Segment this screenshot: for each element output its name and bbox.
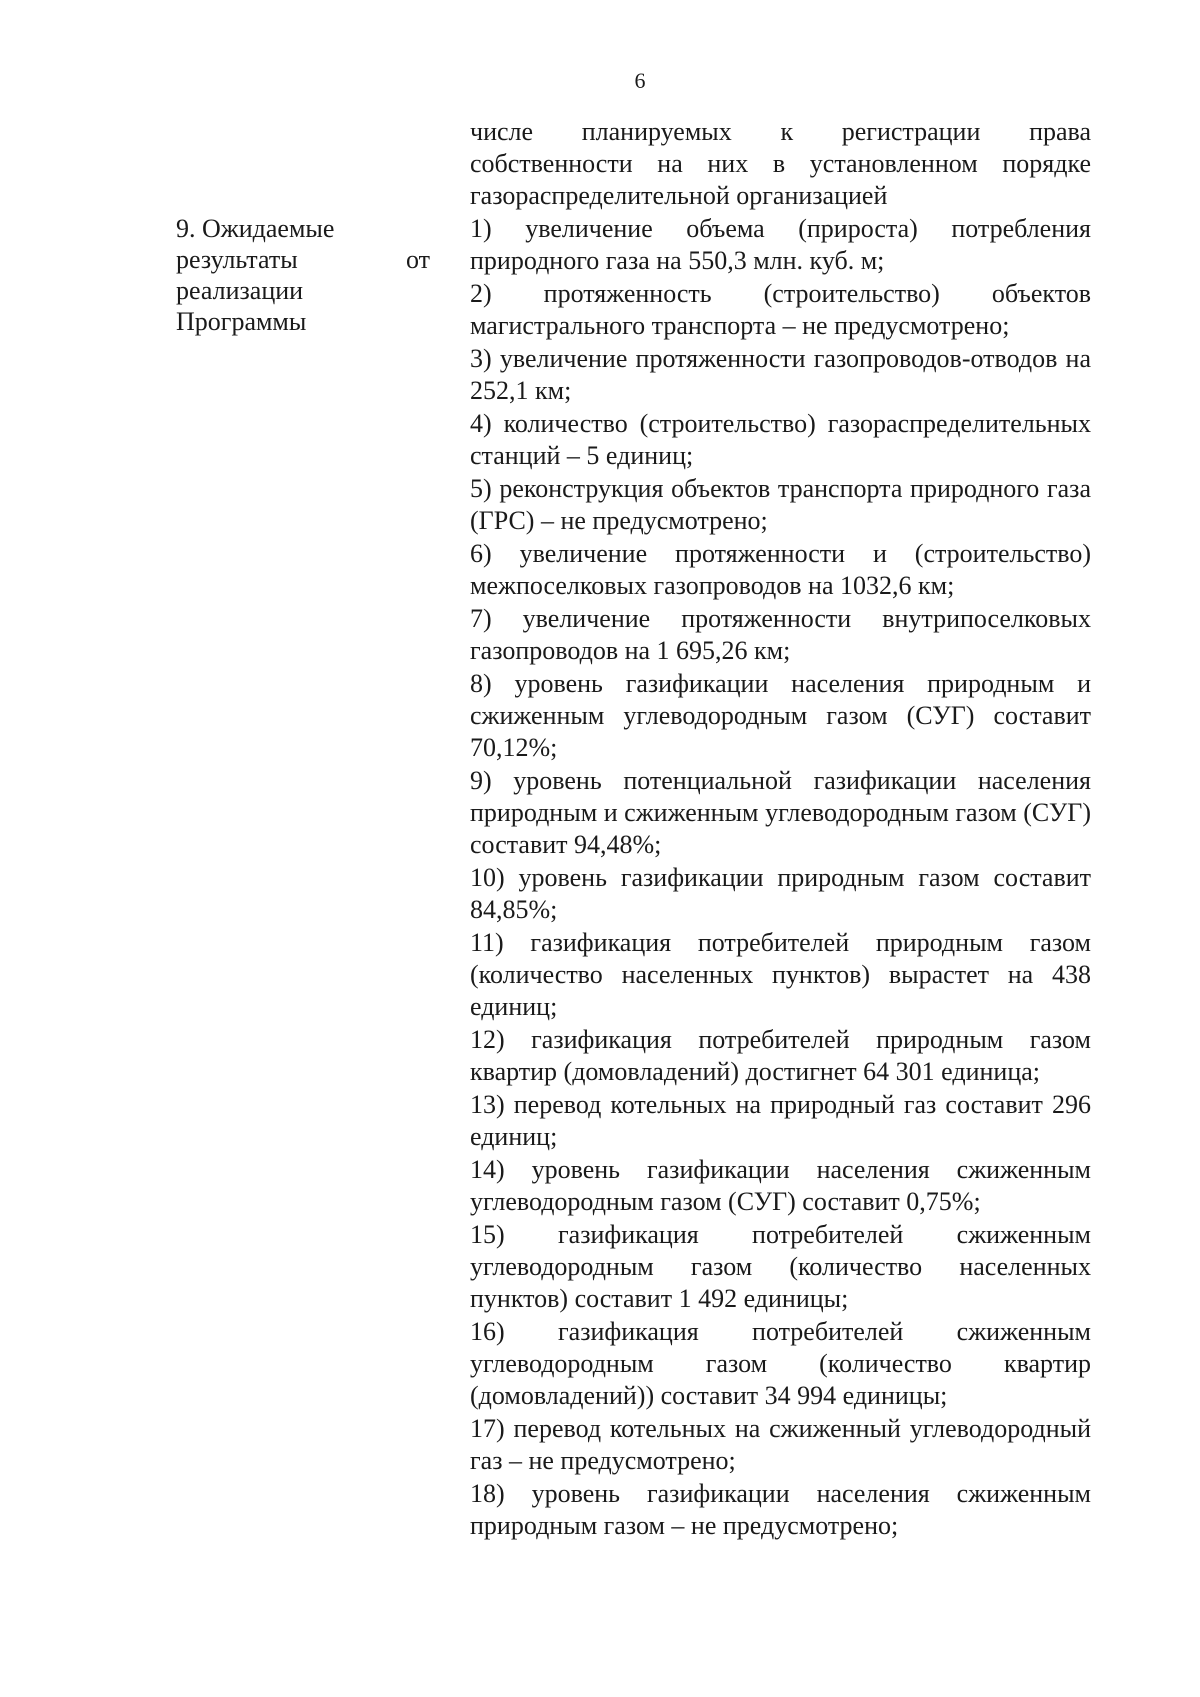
result-item-3: 3) увеличение протяженности газопроводов-отводов на 252,1 км; (470, 344, 1091, 405)
section-label-line-4: Программы (176, 307, 307, 336)
result-item-12: 12) газификация потребителей природным газом квартир (домовладений) достигнет 64 301 единица; (470, 1025, 1091, 1086)
result-item-15: 15) газификация потребителей сжиженным углеводородным газом (количество населенных пунктов) составит 1 492 единицы; (470, 1220, 1091, 1313)
result-item-7: 7) увеличение протяженности внутрипоселковых газопроводов на 1 695,26 км; (470, 604, 1091, 665)
result-item-16: 16) газификация потребителей сжиженным углеводородным газом (количество квартир (домовладений)) составит 34 994 единицы; (470, 1317, 1091, 1410)
result-item-18: 18) уровень газификации населения сжиженным природным газом – не предусмотрено; (470, 1479, 1091, 1540)
section-label-word-results: результаты (176, 245, 298, 274)
result-item-2: 2) протяженность (строительство) объектов магистрального транспорта – не предусмотрено; (470, 279, 1091, 340)
intro-text: числе планируемых к регистрации права собственности на них в установленном порядке газораспределительной организацией (470, 117, 1091, 210)
result-item-14: 14) уровень газификации населения сжиженным углеводородным газом (СУГ) составит 0,75%; (470, 1155, 1091, 1216)
section-label-line-2 (176, 244, 430, 275)
page-number: 6 (634, 68, 646, 93)
result-item-8: 8) уровень газификации населения природным и сжиженным углеводородным газом (СУГ) составит 70,12%; (470, 669, 1091, 762)
result-item-6: 6) увеличение протяженности и (строительство) межпоселковых газопроводов на 1032,6 км; (470, 539, 1091, 600)
result-item-13: 13) перевод котельных на природный газ составит 296 единиц; (470, 1090, 1091, 1151)
expected-results-list (470, 116, 1091, 1543)
section-label-line-3: реализации (176, 276, 304, 305)
result-item-1: 1) увеличение объема (прироста) потребления природного газа на 550,3 млн. куб. м; (470, 214, 1091, 275)
result-item-11: 11) газификация потребителей природным газом (количество населенных пунктов) вырастет на 438 единиц; (470, 928, 1091, 1021)
section-label-word-from: от (405, 245, 430, 274)
section-label (176, 213, 430, 337)
section-label-line-1: 9. Ожидаемые (176, 214, 335, 243)
result-item-17: 17) перевод котельных на сжиженный углеводородный газ – не предусмотрено; (470, 1414, 1091, 1475)
result-item-4: 4) количество (строительство) газораспределительных станций – 5 единиц; (470, 409, 1091, 470)
result-item-10: 10) уровень газификации природным газом составит 84,85%; (470, 863, 1091, 924)
result-item-5: 5) реконструкция объектов транспорта природного газа (ГРС) – не предусмотрено; (470, 474, 1091, 535)
result-item-9: 9) уровень потенциальной газификации населения природным и сжиженным углеводородным газом (СУГ) составит 94,48%; (470, 766, 1091, 859)
